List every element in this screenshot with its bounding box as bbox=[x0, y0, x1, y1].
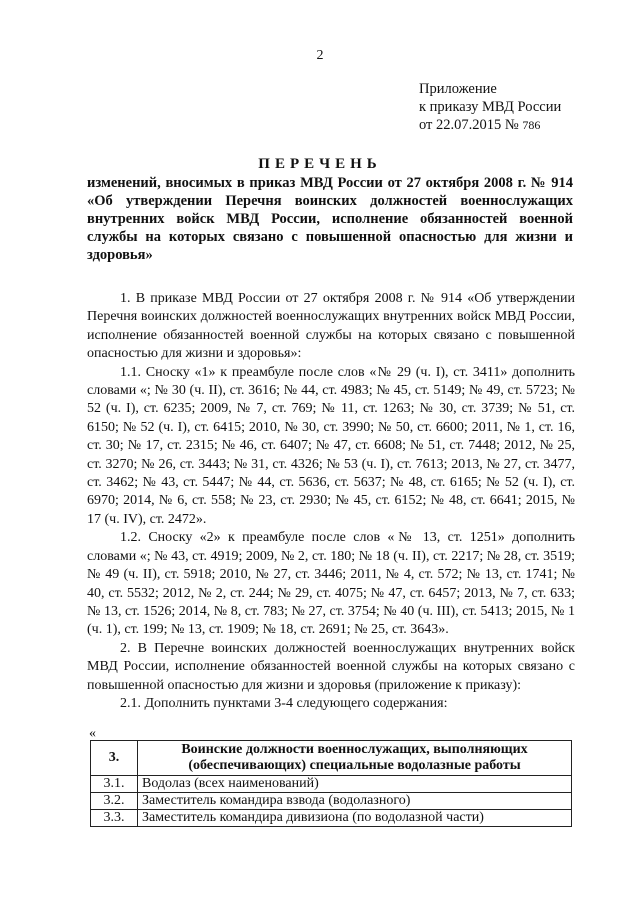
appendix-block bbox=[419, 80, 561, 134]
paragraph-1-1: 1.1. Сноску «1» к преамбуле после слов «№ 29 (ч. I), ст. 3411» дополнить словами «; № 30 (ч. II), ст. 3616; № 44, ст. 4983; № 45, ст. 5149; № 49, ст. 5723; № 52 (ч. I), ст. 6235; 2009, № 7, ст. 769; № 11, ст. 1263; № 30, ст. 3739; № 51, ст. 6150; № 52 (ч. I), ст. 6415; 2010, № 30, ст. 3990; № 50, ст. 6600; 2011, № 1, ст. 16, ст. 30; № 17, ст. 2315; № 46, ст. 6407; № 47, ст. 6608; № 51, ст. 7448; 2012, № 25, ст. 3270; № 26, ст. 3443; № 31, ст. 4326; № 53 (ч. I), ст. 7613; 2013, № 27, ст. 3477, ст. 3462; № 43, ст. 5447; № 44, ст. 5636, ст. 5637; № 48, ст. 6165; № 52 (ч. I), ст. 6970; 2014, № 6, ст. 558; № 23, ст. 2930; № 45, ст. 6152; № 48, ст. 6641; 2015, № 17 (ч. IV), ст. 2472». bbox=[87, 364, 575, 527]
appendix-order-number: 786 bbox=[522, 118, 541, 132]
table-row bbox=[91, 776, 572, 793]
document-subtitle: изменений, вносимых в приказ МВД России от 27 октября 2008 г. № 914 «Об утверждении Перечня воинских должностей военнослужащих внутренних войск МВД России, исполнение обязанностей военной службы на которых связано с повышенной опасностью для жизни и здоровья» bbox=[87, 175, 573, 263]
row-number: 3.2. bbox=[91, 793, 138, 810]
paragraph-1-2: 1.2. Сноску «2» к преамбуле после слов «№ 13, ст. 1251» дополнить словами «; № 43, ст. 4919; 2009, № 2, ст. 180; № 18 (ч. II), ст. 2217; № 28, ст. 3519; № 49 (ч. II), ст. 5918; 2010, № 27, ст. 3446; 2011, № 4, ст. 572; № 13, ст. 1741; № 40, ст. 5532; 2012, № 2, ст. 244; № 29, ст. 4075; № 47, ст. 6457; 2013, № 7, ст. 633; № 13, ст. 1526; 2014, № 8, ст. 783; № 27, ст. 3754; № 40 (ч. III), ст. 5413; 2015, № 1 (ч. 1), ст. 199; № 13, ст. 1909; № 18, ст. 2691; № 25, ст. 3643». bbox=[87, 530, 575, 638]
appendix-title: Приложение bbox=[419, 81, 497, 97]
document-heading: ПЕРЕЧЕНЬ bbox=[258, 156, 382, 172]
appendix-date: от 22.07.2015 № bbox=[419, 117, 519, 133]
document-body bbox=[87, 290, 575, 713]
row-number: 3.1. bbox=[91, 776, 138, 793]
row-number: 3.3. bbox=[91, 810, 138, 827]
row-position: Заместитель командира дивизиона (по водолазной части) bbox=[138, 810, 572, 827]
appendix-order-ref: к приказу МВД России bbox=[419, 99, 562, 115]
page-number: 2 bbox=[316, 48, 324, 63]
table-row bbox=[91, 793, 572, 810]
table-header-row bbox=[91, 741, 572, 776]
paragraph-2: 2. В Перечне воинских должностей военнослужащих внутренних войск МВД России, исполнение обязанностей военной службы на которых связано с повышенной опасностью для жизни и здоровья (приложение к приказу): bbox=[87, 640, 575, 693]
header-number: 3. bbox=[91, 741, 138, 776]
positions-table bbox=[90, 740, 572, 827]
row-position: Водолаз (всех наименований) bbox=[138, 776, 572, 793]
appendix-order-date bbox=[419, 116, 561, 134]
row-position: Заместитель командира взвода (водолазного) bbox=[138, 793, 572, 810]
header-title: Воинские должности военнослужащих, выполняющих (обеспечивающих) специальные водолазные работы bbox=[138, 741, 572, 776]
paragraph-2-1: 2.1. Дополнить пунктами 3-4 следующего содержания: bbox=[120, 695, 448, 711]
table-row bbox=[91, 810, 572, 827]
paragraph-1: 1. В приказе МВД России от 27 октября 2008 г. № 914 «Об утверждении Перечня воинских должностей военнослужащих внутренних войск МВД России, исполнение обязанностей военной службы на которых связано с повышенной опасностью для жизни и здоровья»: bbox=[87, 291, 575, 362]
opening-quote: « bbox=[89, 726, 96, 741]
